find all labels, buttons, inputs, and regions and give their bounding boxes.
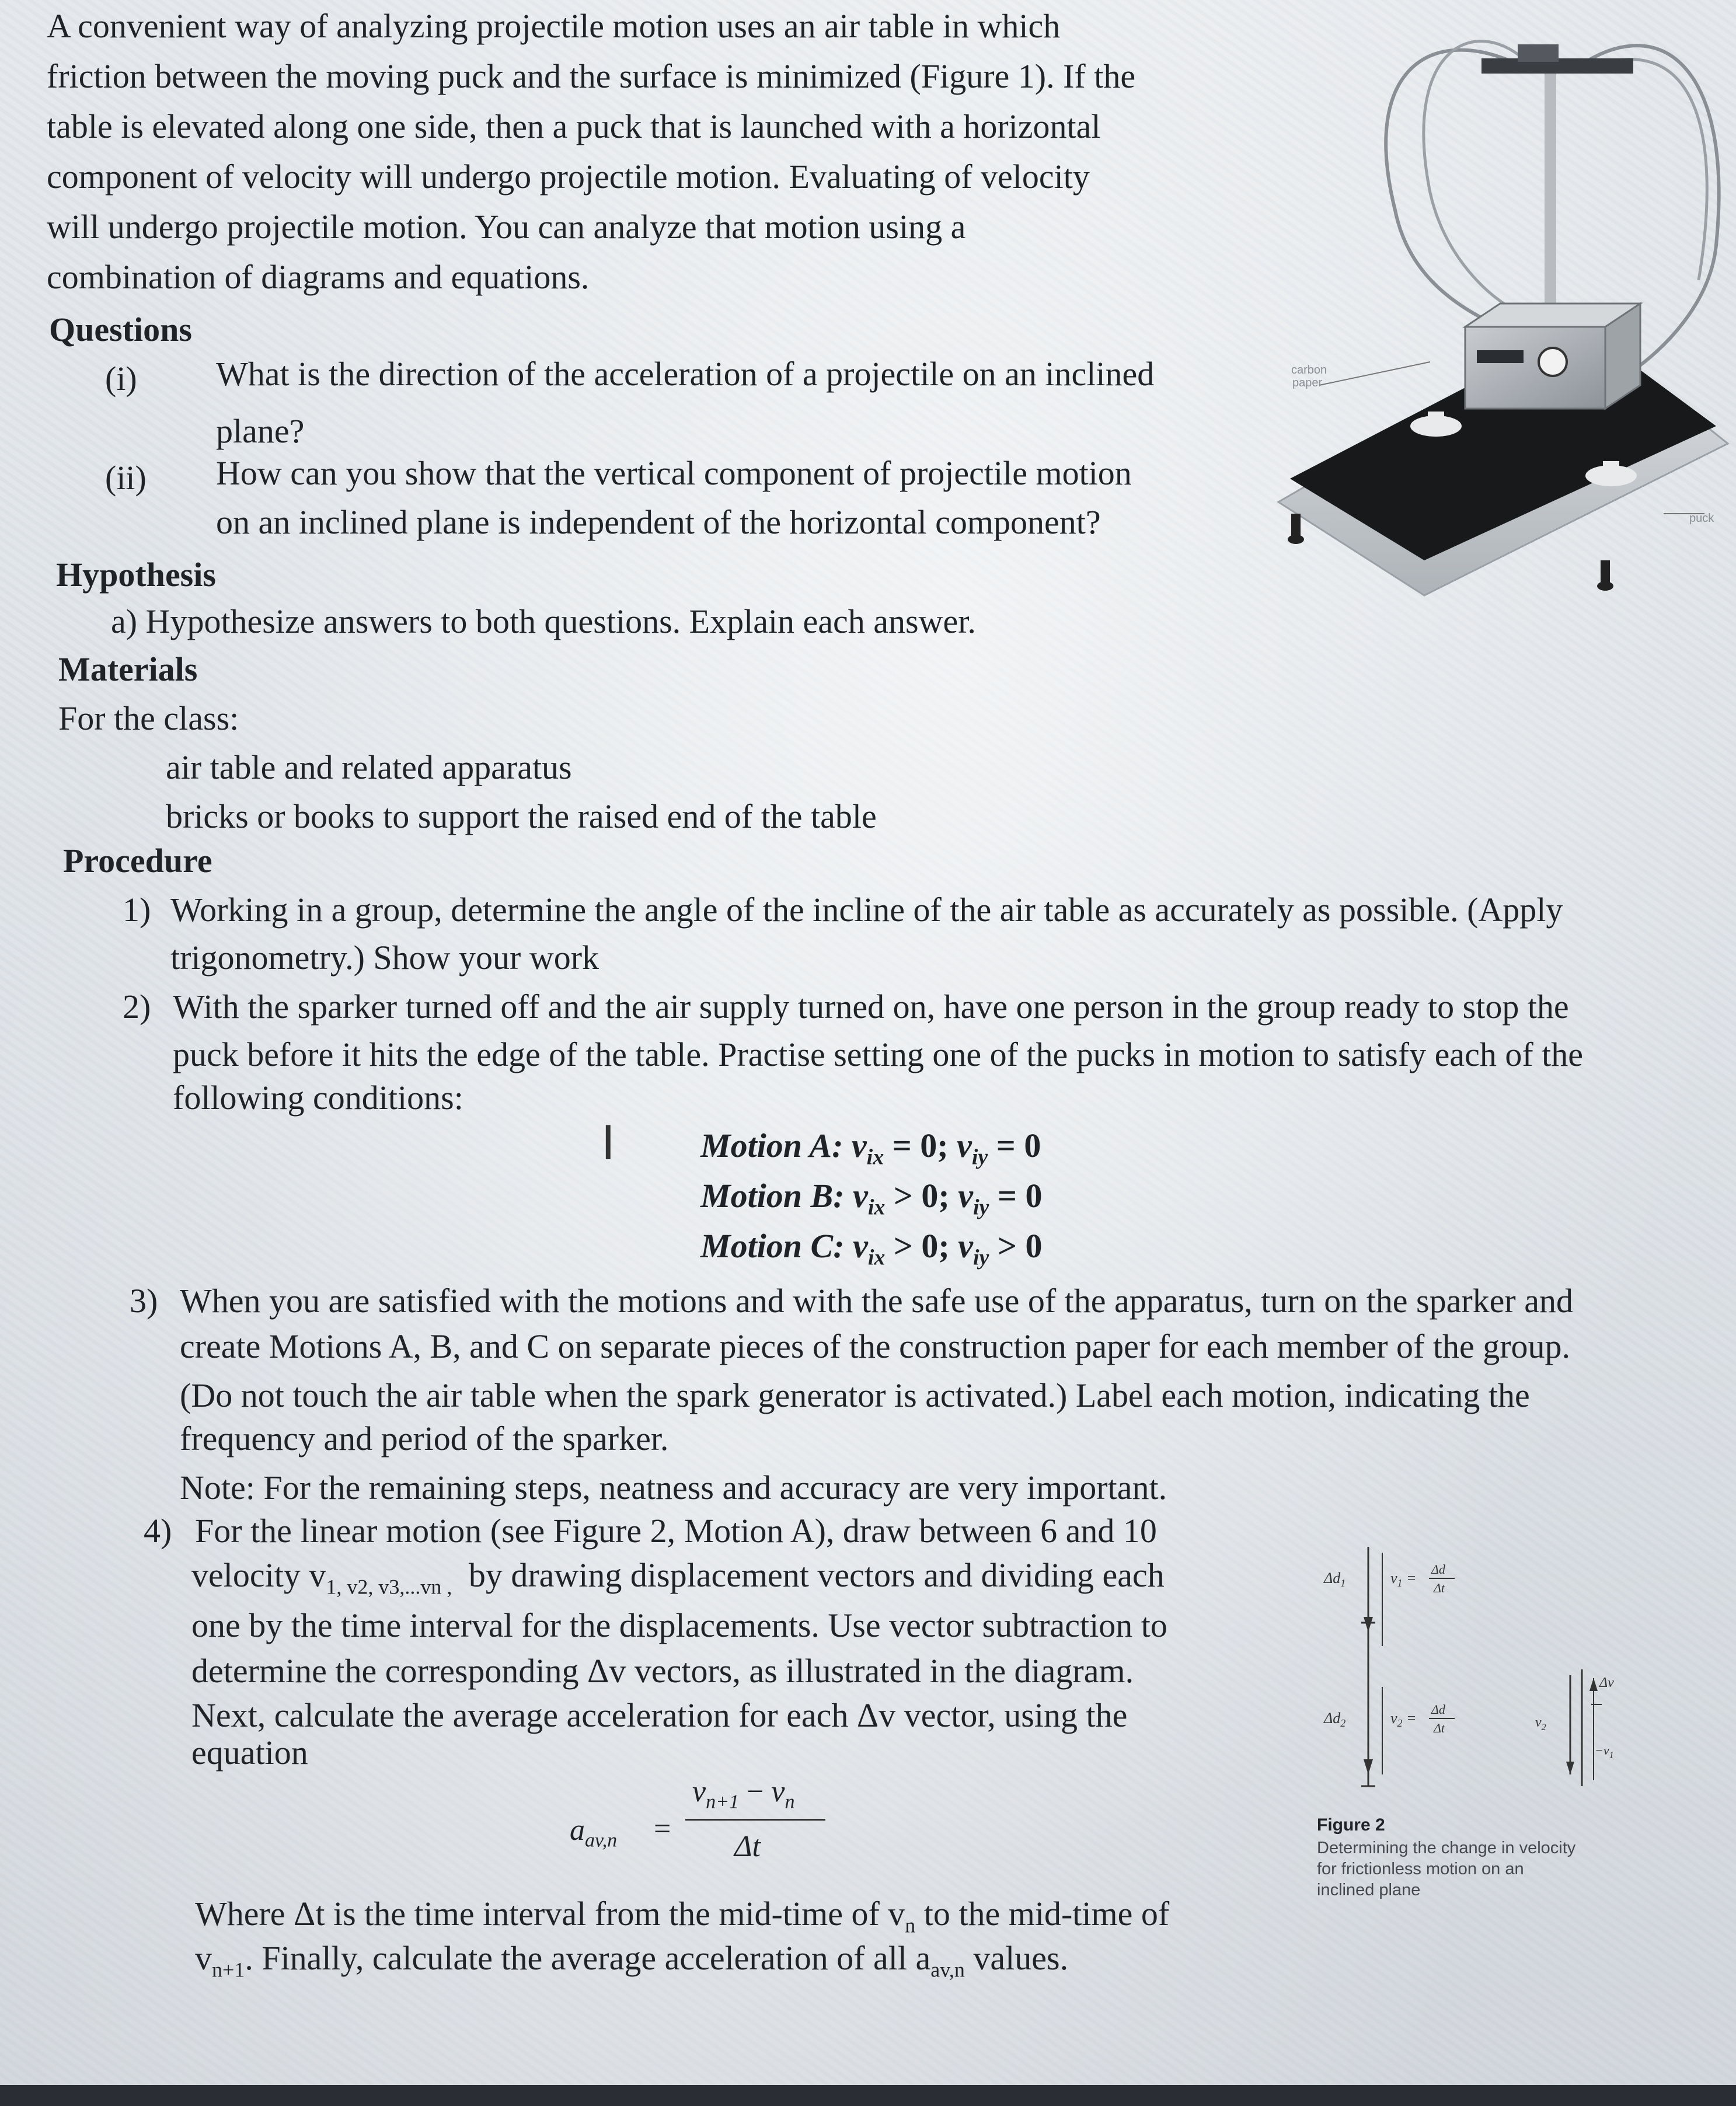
step-4-number: 4) [144,1512,172,1550]
materials-heading: Materials [58,650,198,688]
step-3-line-4: frequency and period of the sparker. [180,1420,669,1458]
step-3-line-1: When you are satisfied with the motions and with the safe use of the apparatus, turn on the sparker and [180,1282,1573,1320]
step-1-number: 1) [123,891,151,929]
step-1-line-2: trigonometry.) Show your work [170,939,599,977]
fig2-eq2-den: Δt [1434,1721,1445,1735]
question-1-line-2: plane? [216,412,305,450]
step-4-line-2: velocity $v_{1, v2, v3,...vn ,}$ by drawing displacement vectors and dividing each [191,1556,1165,1599]
materials-item-1: air table and related apparatus [166,748,572,786]
question-2-line-1: How can you show that the vertical component of projectile motion [216,454,1132,492]
screen-bottom-edge [0,2085,1736,2106]
puck-label: puck [1689,512,1714,525]
hypothesis-item: a) Hypothesize answers to both questions. Explain each answer. [111,602,976,640]
figure-2-caption-line-1: Determining the change in velocity [1317,1839,1576,1857]
materials-item-2: bricks or books to support the raised end of the table [166,797,877,835]
fig2-dv-label: Δv [1599,1675,1614,1690]
question-2-number: (ii) [105,459,147,497]
carbon-paper-label: carbon paper [1291,364,1327,389]
question-1-line-1: What is the direction of the acceleration of a projectile on an inclined [216,355,1155,393]
step-2-line-3: following conditions: [173,1079,463,1117]
figure-2-caption-line-2: for frictionless motion on an [1317,1860,1524,1878]
questions-heading: Questions [49,311,192,348]
step-1-line-1: Working in a group, determine the angle of the incline of the air table as accurately as possible. (Apply [170,891,1563,929]
intro-line-1: A convenient way of analyzing projectile motion uses an air table in which [47,7,1061,45]
intro-line-3: table is elevated along one side, then a puck that is launched with a horizontal [47,107,1101,145]
text-cursor-icon: I [601,1116,615,1170]
question-2-line-2: on an inclined plane is independent of the horizontal component? [216,503,1101,541]
where-line-1: Where Δt is the time interval from the mid-time of $v_n$ to the mid-time of [195,1895,1170,1937]
motion-b: Motion B: $v_{ix} > 0$; $v_{iy} = 0$ [700,1177,1043,1220]
step-4-line-6: equation [191,1734,308,1772]
intro-line-4: component of velocity will undergo projectile motion. Evaluating of velocity [47,158,1090,196]
equation-equals: = [654,1812,671,1846]
fig2-minus-v1-label: $-v_1$ [1595,1743,1614,1760]
materials-for-class: For the class: [58,699,239,737]
where-line-2: $v_{n+1}$. Finally, calculate the average acceleration of all $a_{av,n}$ values. [195,1939,1069,1982]
motion-c: Motion C: $v_{ix} > 0$; $v_{iy} > 0$ [700,1227,1043,1270]
fig2-v2b-label: $v_2$ [1535,1715,1546,1732]
fig2-v2-label: $v_2$ = [1390,1710,1417,1729]
step-3-number: 3) [130,1282,158,1320]
equation-lhs: $a_{av,n}$ [570,1814,618,1852]
step-2-number: 2) [123,988,151,1026]
figure-2-velocity-diagram [1296,1529,1669,1804]
motion-a: Motion A: $v_{ix} = 0$; $v_{iy} = 0$ [700,1127,1041,1170]
intro-line-5: will undergo projectile motion. You can analyze that motion using a [47,208,966,246]
step-4-line-1: For the linear motion (see Figure 2, Motion A), draw between 6 and 10 [195,1512,1157,1550]
figure-2-caption-title: Figure 2 [1317,1815,1385,1835]
fig2-v1-label: $v_1$ = [1390,1570,1417,1589]
step-4-line-5: Next, calculate the average acceleration for each Δv vector, using the [191,1696,1128,1734]
hypothesis-heading: Hypothesis [56,556,216,594]
intro-line-6: combination of diagrams and equations. [47,258,590,296]
equation-fraction-bar [685,1819,825,1821]
step-3-line-2: create Motions A, B, and C on separate pieces of the construction paper for each member of the group. [180,1327,1571,1365]
fig2-eq1-den: Δt [1434,1581,1445,1595]
step-2-line-1: With the sparker turned off and the air supply turned on, have one person in the group ready to stop the [173,988,1569,1026]
fig2-eq2-num: Δd [1431,1702,1445,1717]
step-3-note: Note: For the remaining steps, neatness and accuracy are very important. [180,1469,1167,1507]
step-4-line-3: one by the time interval for the displacements. Use vector subtraction to [191,1606,1167,1644]
equation-denominator: Δt [734,1830,761,1863]
step-2-line-2: puck before it hits the edge of the table. Practise setting one of the pucks in motion to satisfy each of the [173,1035,1584,1073]
fig2-d2-label: $\Delta d_2$ [1324,1710,1346,1729]
step-4-line-4: determine the corresponding Δv vectors, as illustrated in the diagram. [191,1652,1134,1690]
figure-2-caption-line-3: inclined plane [1317,1881,1421,1899]
question-1-number: (i) [105,360,137,398]
fig2-eq1-num: Δd [1431,1562,1445,1577]
figure-1-air-table [1255,0,1734,619]
acceleration-equation [570,1774,838,1874]
step-3-line-3: (Do not touch the air table when the spark generator is activated.) Label each motion, indicating the [180,1376,1530,1414]
procedure-heading: Procedure [63,842,212,880]
intro-line-2: friction between the moving puck and the surface is minimized (Figure 1). If the [47,57,1136,95]
fig2-d1-label: $\Delta d_1$ [1324,1570,1346,1589]
equation-numerator: $v_{n+1} - v_n$ [692,1775,795,1813]
